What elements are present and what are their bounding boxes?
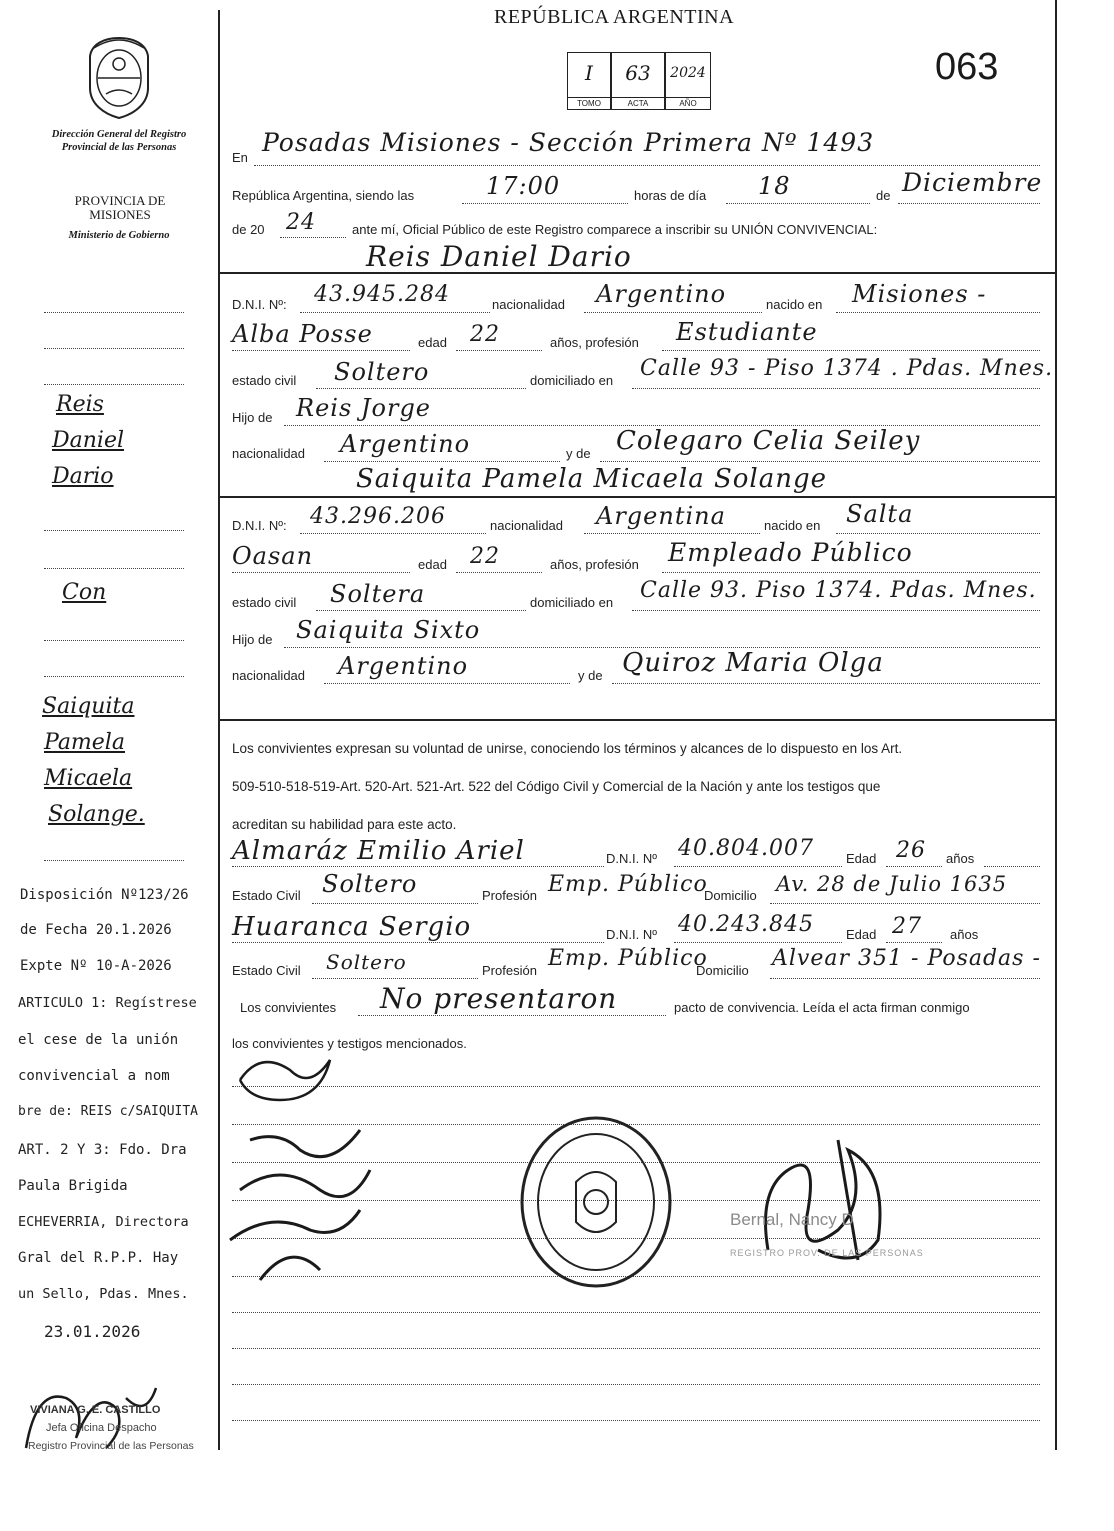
w2-dni-line	[674, 942, 842, 943]
p2-profession: Empleado Público	[668, 538, 913, 567]
p1-city-line	[232, 350, 410, 351]
disposition-line: Disposición Nº123/26	[20, 887, 189, 903]
declaration-line1: Los convivientes expresan su voluntad de unirse, conociendo los términos y alcances de lo dispuesto en los Art.	[232, 741, 903, 756]
p2-born-line	[836, 533, 1040, 534]
p1-and-label: y de	[566, 446, 591, 461]
divider	[218, 496, 1056, 498]
p2-nat: Argentina	[596, 502, 726, 530]
margin-name2-line2: Pamela	[44, 730, 125, 755]
w1-age-line	[886, 866, 942, 867]
p2-age-line	[456, 572, 542, 573]
p2-city-line	[232, 572, 410, 573]
p2-civil: Soltera	[330, 580, 426, 608]
w1-domicile: Av. 28 de Julio 1635	[776, 872, 1008, 896]
acta-box	[611, 52, 665, 110]
year-line	[280, 237, 346, 238]
seal-icon	[516, 1112, 676, 1292]
sidebar-province: PROVINCIA DE MISIONES	[74, 193, 166, 222]
anio-label: AÑO	[666, 97, 710, 109]
declaration-line2: 509-510-518-519-Art. 520-Art. 521-Art. 522 del Código Civil y Comercial de la Nación y ante los testigos que	[232, 779, 881, 794]
p2-dni-line	[300, 533, 486, 534]
w1-dni-line	[674, 866, 842, 867]
time-value: 17:00	[486, 172, 561, 200]
country-title: REPÚBLICA ARGENTINA	[494, 6, 735, 28]
time-line	[462, 203, 628, 204]
year-suffix: 24	[286, 210, 316, 235]
p2-mother: Quiroz Maria Olga	[622, 648, 884, 678]
margin-stamp-org: Registro Provincial de las Personas	[28, 1440, 194, 1452]
w2-name: Huaranca Sergio	[232, 912, 472, 942]
p2-nat-line	[584, 533, 760, 534]
margin-line	[44, 860, 184, 861]
p1-civil: Soltero	[334, 358, 430, 386]
disposition-line: ARTICULO 1: Regístrese	[18, 995, 197, 1011]
disposition-line: ECHEVERRIA, Directora	[18, 1214, 189, 1230]
hours-label: horas de día	[634, 188, 707, 203]
p1-domicile: Calle 93 - Piso 1374 . Pdas. Mnes.	[640, 356, 1054, 381]
p1-dom-line	[632, 388, 1040, 389]
p1-born: Misiones -	[852, 280, 987, 308]
w1-civil: Soltero	[322, 870, 418, 898]
margin-line	[44, 640, 184, 641]
divider	[218, 272, 1056, 274]
w1-age: 26	[896, 838, 926, 863]
w1-dom-line	[770, 903, 1040, 904]
w2-prof-label: Profesión	[482, 963, 537, 978]
p2-nat-label: nacionalidad	[490, 518, 564, 533]
w1-name: Almaráz Emilio Ariel	[232, 836, 525, 866]
second-name: Saiquita Pamela Micaela Solange	[356, 464, 828, 494]
en-label: En	[232, 150, 248, 165]
sidebar-direction: Dirección General del Registro Provincial de las Personas	[51, 129, 187, 153]
p1-mother-line	[600, 461, 1040, 462]
w2-years-label: años	[950, 927, 979, 942]
closing-pact-line	[358, 1015, 666, 1016]
sidebar-ministry: Ministerio de Gobierno	[68, 230, 170, 241]
tomo-label: TOMO	[568, 97, 610, 109]
anio-value: 2024	[670, 65, 706, 81]
disposition-line: el cese de la unión	[18, 1032, 179, 1048]
w2-dom-label: Domicilio	[696, 963, 749, 978]
p2-dom-line	[632, 610, 1040, 611]
w2-civil-label: Estado Civil	[232, 963, 301, 978]
disposition-line: Paula Brigida	[18, 1178, 128, 1194]
margin-line	[44, 676, 184, 677]
w1-age-label: Edad	[846, 851, 877, 866]
p1-age: 22	[470, 322, 500, 347]
margin-name2-line4: Solange.	[48, 802, 145, 827]
margin-name1-line1: Reis	[56, 392, 104, 417]
w1-years-label: años	[946, 851, 975, 866]
p1-civil-label: estado civil	[232, 373, 297, 388]
w2-profession: Emp. Público	[548, 946, 708, 971]
p2-years-label: años, profesión	[550, 557, 639, 572]
margin-line	[44, 568, 184, 569]
w2-age: 27	[892, 914, 922, 939]
p1-child-label: Hijo de	[232, 410, 273, 425]
p1-prof-line	[662, 350, 1040, 351]
p1-fnat-label: nacionalidad	[232, 446, 306, 461]
disposition-line: convivencial a nom	[18, 1068, 170, 1084]
disposition-line: bre de: REIS c/SAIQUITA	[18, 1104, 199, 1119]
w1-end-line	[984, 866, 1040, 867]
month-value: Diciembre	[902, 168, 1043, 197]
declaration-line3: acreditan su habilidad para este acto.	[232, 817, 457, 832]
w1-dni-label: D.N.I. Nº	[606, 851, 657, 866]
p2-age: 22	[470, 544, 500, 569]
p2-fnat-label: nacionalidad	[232, 668, 306, 683]
p1-profession: Estudiante	[676, 318, 818, 346]
p1-age-label: edad	[418, 335, 447, 350]
w1-prof-label: Profesión	[482, 888, 537, 903]
w2-civil-line	[312, 978, 478, 979]
w1-dni: 40.804.007	[678, 836, 814, 861]
p2-age-label: edad	[418, 557, 447, 572]
p1-civil-line	[316, 388, 526, 389]
p2-and-label: y de	[578, 668, 603, 683]
p1-dni: 43.945.284	[314, 282, 450, 307]
closing-pact: No presentaron	[380, 982, 618, 1015]
p1-fnat-line	[324, 461, 560, 462]
p1-fnat: Argentino	[340, 430, 471, 458]
disposition-line: Gral del R.P.P. Hay	[18, 1250, 179, 1266]
year-prefix: de 20	[232, 222, 265, 237]
disposition-line: Expte Nº 10-A-2026	[20, 958, 172, 974]
signature-line	[232, 1348, 1040, 1349]
margin-stamp-role: Jefa Oficina Despacho	[46, 1422, 157, 1434]
closing-pact-tail: pacto de convivencia. Leída el acta firman conmigo	[674, 1000, 970, 1015]
disposition-line: ART. 2 Y 3: Fdo. Dra	[18, 1142, 187, 1158]
signature-scribble	[220, 1040, 380, 1300]
p2-mother-line	[612, 683, 1040, 684]
closing-last-line: los convivientes y testigos mencionados.	[232, 1036, 467, 1051]
w2-domicile: Alvear 351 - Posadas -	[772, 946, 1041, 971]
place-line	[254, 165, 1040, 166]
p2-born: Salta	[846, 500, 914, 528]
month-line	[898, 203, 1040, 204]
w2-dni-label: D.N.I. Nº	[606, 927, 657, 942]
w2-civil: Soltero	[326, 950, 407, 974]
w1-name-line	[232, 866, 604, 867]
margin-name2-line3: Micaela	[44, 766, 133, 791]
w1-civil-label: Estado Civil	[232, 888, 301, 903]
p1-nat-label: nacionalidad	[492, 297, 566, 312]
p2-city: Oasan	[232, 542, 314, 570]
de-label: de	[876, 188, 891, 203]
p2-dom-label: domiciliado en	[530, 595, 614, 610]
disposition-line: de Fecha 20.1.2026	[20, 922, 172, 938]
anio-box	[665, 52, 711, 110]
margin-stamp-name: VIVIANA G. E. CASTILLO	[30, 1404, 161, 1416]
acta-value: 63	[625, 61, 651, 85]
signature-line	[232, 1312, 1040, 1313]
p2-civil-label: estado civil	[232, 595, 297, 610]
page-number: 063	[935, 46, 999, 88]
w1-profession: Emp. Público	[548, 872, 708, 897]
p1-city: Alba Posse	[232, 320, 373, 348]
p1-mother: Colegaro Celia Seiley	[616, 426, 921, 456]
margin-line	[44, 312, 184, 313]
p2-prof-line	[662, 572, 1040, 573]
p1-born-label: nacido en	[766, 297, 823, 312]
signature-line	[232, 1420, 1040, 1421]
place-value: Posadas Misiones - Sección Primera Nº 1493	[262, 128, 875, 157]
signature-line	[232, 1384, 1040, 1385]
p2-dni: 43.296.206	[310, 504, 446, 529]
w1-dom-label: Domicilio	[704, 888, 757, 903]
p1-dni-line	[300, 312, 490, 313]
margin-con: Con	[62, 580, 107, 605]
p2-father: Saiquita Sixto	[296, 616, 481, 644]
margin-line	[44, 384, 184, 385]
p2-fnat: Argentino	[338, 652, 469, 680]
p1-nat-line	[584, 312, 762, 313]
acta-label: ACTA	[612, 97, 664, 109]
w2-age-line	[886, 942, 942, 943]
w2-age-label: Edad	[846, 927, 877, 942]
margin-name1-line2: Daniel	[52, 428, 125, 453]
w2-name-line	[232, 942, 604, 943]
p1-dni-label: D.N.I. Nº:	[232, 297, 287, 312]
w2-dom-line	[770, 978, 1040, 979]
p1-age-line	[456, 350, 542, 351]
official-stamp-name: Bernal, Nancy D	[730, 1210, 854, 1229]
p1-father: Reis Jorge	[296, 394, 432, 422]
closing-conv-label: Los convivientes	[240, 1000, 337, 1015]
frame-right	[1055, 0, 1057, 1450]
p2-civil-line	[316, 610, 526, 611]
p1-born-line	[836, 312, 1040, 313]
appear-text: ante mí, Oficial Público de este Registro comparece a inscribir su UNIÓN CONVIVENCIAL:	[352, 222, 878, 237]
day-value: 18	[758, 172, 791, 200]
tomo-value: I	[585, 61, 593, 85]
margin-line	[44, 348, 184, 349]
p2-fnat-line	[324, 683, 570, 684]
w1-civil-line	[312, 903, 478, 904]
first-name: Reis Daniel Dario	[366, 240, 632, 273]
margin-name2-line1: Saiquita	[42, 694, 135, 719]
day-line	[726, 203, 870, 204]
disposition-line: un Sello, Pdas. Mnes.	[18, 1286, 189, 1302]
official-stamp-role: REGISTRO PROV. DE LAS PERSONAS	[730, 1248, 924, 1258]
p2-born-label: nacido en	[764, 518, 821, 533]
margin-name1-line3: Dario	[52, 464, 114, 489]
w2-dni: 40.243.845	[678, 912, 814, 937]
disposition-line: 23.01.2026	[44, 1322, 141, 1341]
p2-child-label: Hijo de	[232, 632, 273, 647]
p1-years-label: años, profesión	[550, 335, 639, 350]
p2-domicile: Calle 93. Piso 1374. Pdas. Mnes.	[640, 578, 1037, 603]
republic-label: República Argentina, siendo las	[232, 188, 415, 203]
p1-nat: Argentino	[596, 280, 727, 308]
coat-of-arms-icon	[84, 34, 154, 120]
divider	[218, 719, 1056, 721]
p1-dom-label: domiciliado en	[530, 373, 614, 388]
p2-dni-label: D.N.I. Nº:	[232, 518, 287, 533]
tomo-box	[567, 52, 611, 110]
margin-line	[44, 530, 184, 531]
